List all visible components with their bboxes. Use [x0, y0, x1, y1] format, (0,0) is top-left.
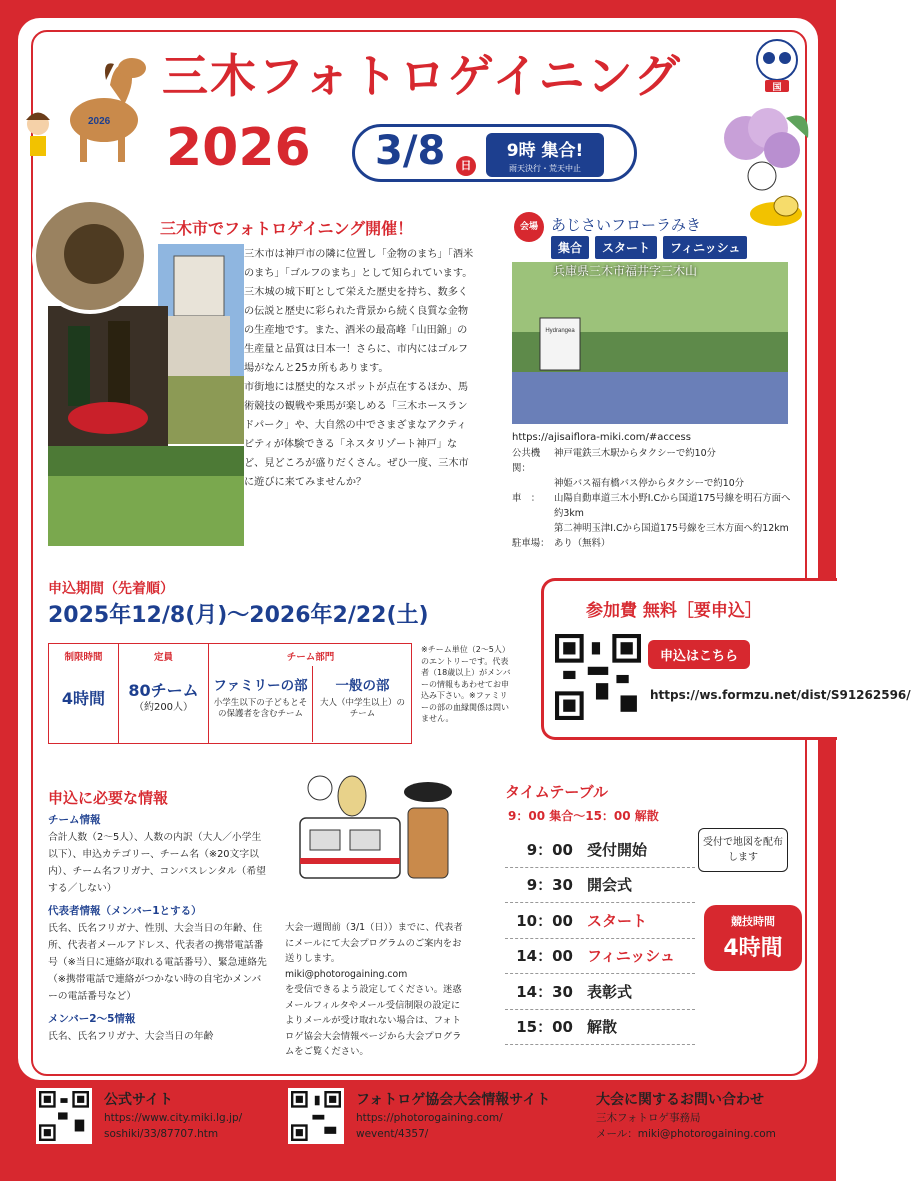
capacity-cell: [119, 644, 209, 743]
timetable-row: [505, 1010, 695, 1046]
capacity-note: （約200人）: [133, 702, 194, 713]
intro-heading: 三木市でフォトロゲイニング開催！: [160, 219, 414, 238]
venue-tags: [551, 236, 747, 259]
venue-pin-icon: 会場: [514, 212, 544, 242]
member-info-text: 氏名、氏名フリガナ、大会当日の年齢: [48, 1031, 214, 1042]
venue-name: あじさいフローラみき: [551, 216, 702, 234]
map-distribution-callout: 受付で地図を配布します: [698, 828, 788, 872]
timetable-event: 開会式: [587, 876, 633, 895]
access-text: 第二神明玉津I.Cから国道175号線を三木方面へ約12km: [554, 523, 789, 534]
weather-note: 雨天決行・荒天中止: [509, 164, 581, 173]
general-category: [313, 666, 412, 742]
timetable-row: [505, 832, 695, 868]
event-title: 三木フォトロゲイニング: [162, 49, 682, 103]
venue-access-link[interactable]: https://ajisaiflora-miki.com/#access: [512, 432, 691, 443]
application-url[interactable]: https://ws.formzu.net/dist/S91262596/: [650, 688, 911, 702]
access-label: 公共機関：: [512, 448, 541, 474]
access-text: 神姫バス福有橋バス停からタクシーで約10分: [554, 478, 745, 489]
association-site-title: フォトロゲ協会大会情報サイト: [356, 1092, 551, 1108]
svg-text:2026: 2026: [88, 116, 111, 127]
association-site-url[interactable]: [356, 1110, 503, 1142]
meeting-time: 9時 集合!: [506, 141, 584, 161]
intro-paragraph: 市街地には歴史的なスポットが点在するほか、馬術競技の観戦や乗馬が楽しめる「三木ホースランドパーク」や、大自然の中でさまざまなアクティビティが体験できる「ネスタリゾート神戸」など、見どころが盛りだくさん。ぜひ一度、三木市に遊びに来てみませんか？: [244, 382, 469, 488]
access-label: 駐車場：: [512, 538, 550, 549]
timetable-time: 9：00: [526, 840, 573, 859]
family-category: [209, 666, 313, 742]
requirements-heading: 申込に必要な情報: [48, 789, 169, 807]
miki-city-photo-collage: [48, 196, 244, 546]
access-label: [512, 521, 554, 536]
timetable-event: 表彰式: [587, 982, 633, 1001]
category-table: [48, 643, 412, 744]
access-label: 車 ：: [512, 493, 541, 504]
hydrangea-mascot-illustration: [716, 98, 816, 238]
application-period: 2025年12/8(月)～2026年2/22(土): [48, 603, 429, 628]
time-limit-value: 4時間: [61, 689, 106, 708]
apply-here-button[interactable]: 申込はこちら: [648, 640, 750, 669]
team-info-text: 合計人数（2～5人）、人数の内訳（大人／小学生以下）、申込カテゴリー、チーム名（※20文字以内）、チーム名フリガナ、コンパスレンタル（希望する／しない）: [48, 832, 266, 894]
timetable-row: [505, 868, 695, 904]
event-weekday: 日: [456, 156, 476, 176]
time-limit-head: 制限時間: [64, 652, 103, 663]
requirements-body: [48, 812, 270, 1045]
venue-tag: 集合: [551, 236, 589, 259]
timetable-row: [505, 903, 695, 939]
entry-note: ※チーム単位（2～5人）のエントリーです。代表者（18歳以上）がメンバーの情報もあわせてお申込み下さい。※ファミリーの部の血縁関係は問いません。: [421, 645, 511, 723]
team-category-cell: [209, 644, 412, 743]
owl-logo-icon: [748, 38, 806, 94]
contact-email[interactable]: メール：miki@photorogaining.com: [596, 1128, 776, 1140]
access-label: [512, 476, 554, 491]
venue-photo: [512, 262, 788, 424]
time-limit-cell: [49, 644, 119, 743]
access-text: 山陽自動車道三木小野I.Cから国道175号線を明石方面へ約3km: [554, 493, 791, 519]
official-site-title: 公式サイト: [104, 1092, 174, 1108]
contact-title: 大会に関するお問い合わせ: [596, 1092, 764, 1108]
access-list: [512, 446, 792, 551]
association-site-qr-code[interactable]: [288, 1088, 344, 1144]
official-site-url-line: https://www.city.miki.lg.jp/: [104, 1112, 243, 1124]
timetable-time: 10：00: [516, 911, 573, 930]
timetable-heading: タイムテーブル: [505, 783, 609, 801]
timetable-event: 解散: [587, 1018, 618, 1037]
official-site-url[interactable]: [104, 1110, 242, 1142]
timetable-row: [505, 974, 695, 1010]
contact-organization: 三木フォトロゲ事務局: [596, 1112, 701, 1124]
meeting-time-box: [486, 133, 604, 177]
competition-time-value: 4時間: [723, 936, 783, 961]
access-text: あり（無料）: [554, 538, 611, 549]
notice-email: miki@photorogaining.com: [285, 968, 408, 980]
timetable-time: 15：00: [516, 1018, 573, 1037]
application-heading: 申込期間（先着順）: [48, 581, 174, 597]
team-category-head: チーム部門: [286, 652, 335, 663]
family-category-name: ファミリーの部: [213, 678, 308, 694]
fee-heading: 参加費 無料［要申込］: [586, 601, 762, 621]
intro-paragraph: 三木市は神戸市の隣に位置し「金物のまち」「酒米のまち」「ゴルフのまち」として知られています。三木城の城下町として栄えた歴史を持ち、数多くの伝説と歴史に彩られた背景から続く良質な金物の生産地です。また、酒米の最高峰「山田錦」の生産量と品質は日本一！さらに、市内にはゴルフ場がなんと25カ所もあります。: [244, 249, 474, 374]
general-category-name: 一般の部: [335, 678, 390, 694]
contact-info: [596, 1110, 776, 1142]
competition-time-label: 競技時間: [731, 915, 775, 928]
official-site-qr-code[interactable]: [36, 1088, 92, 1144]
rep-info-text: 氏名、氏名フリガナ、性別、大会当日の年齢、住所、代表者メールアドレス、代表者の携帯電話番号（※当日に連絡が取れる電話番号）、緊急連絡先（※携帯電話で連絡がつかない時の自宅かメンバーの電話番号など）: [48, 923, 267, 1002]
intro-body: [244, 245, 476, 492]
timetable-time: 14：30: [516, 982, 573, 1001]
timetable-row: [505, 939, 695, 975]
association-site-url-line: https://photorogaining.com/: [356, 1112, 503, 1124]
application-qr-code[interactable]: [555, 634, 641, 720]
timetable-summary: 9：00 集合～15：00 解散: [508, 809, 659, 823]
member-info-title: メンバー2～5情報: [48, 1013, 136, 1025]
logo-label: 国: [772, 83, 782, 93]
official-site-url-line: soshiki/33/87707.htm: [104, 1128, 219, 1140]
association-site-url-line: wevent/4357/: [356, 1128, 429, 1140]
capacity-head: 定員: [153, 652, 173, 663]
venue-tag: フィニッシュ: [663, 236, 747, 259]
family-category-note: 小学生以下の子どもとその保護者を含むチーム: [213, 698, 308, 719]
capacity-value: 80チーム: [128, 681, 199, 700]
train-mascots-illustration: [290, 748, 470, 898]
venue-tag: スタート: [595, 236, 657, 259]
event-date: 3/8: [375, 128, 446, 174]
program-notice: [285, 920, 465, 1060]
rep-info-title: 代表者情報（メンバー1とする）: [48, 905, 202, 917]
notice-text: を受信できるよう設定してください。迷惑メールフィルタやメール受信制限の設定によりメールが受け取れない場合は、フォトロゲ協会大会情報ページから大会プログラムをご覧ください。: [285, 984, 462, 1057]
team-info-title: チーム情報: [48, 814, 101, 826]
event-year: 2026: [166, 118, 311, 178]
timetable-list: [505, 832, 695, 1045]
timetable-event: フィニッシュ: [587, 947, 675, 966]
notice-text: 大会一週間前（3/1（日））までに、代表者にメールにて大会プログラムのご案内をお送りします。: [285, 922, 463, 964]
timetable-event: スタート: [587, 911, 648, 930]
timetable-time: 14：00: [516, 947, 573, 966]
venue-sign-text: Hydrangea: [545, 328, 575, 334]
access-text: 神戸電鉄三木駅からタクシーで約10分: [554, 448, 716, 459]
venue-address: 兵庫県三木市福井字三木山: [553, 264, 698, 278]
timetable-event: 受付開始: [587, 840, 648, 859]
competition-time-badge: [704, 905, 802, 971]
horse-mascot-illustration: [14, 50, 164, 170]
timetable-time: 9：30: [526, 876, 573, 895]
general-category-note: 大人（中学生以上）のチーム: [319, 698, 405, 719]
